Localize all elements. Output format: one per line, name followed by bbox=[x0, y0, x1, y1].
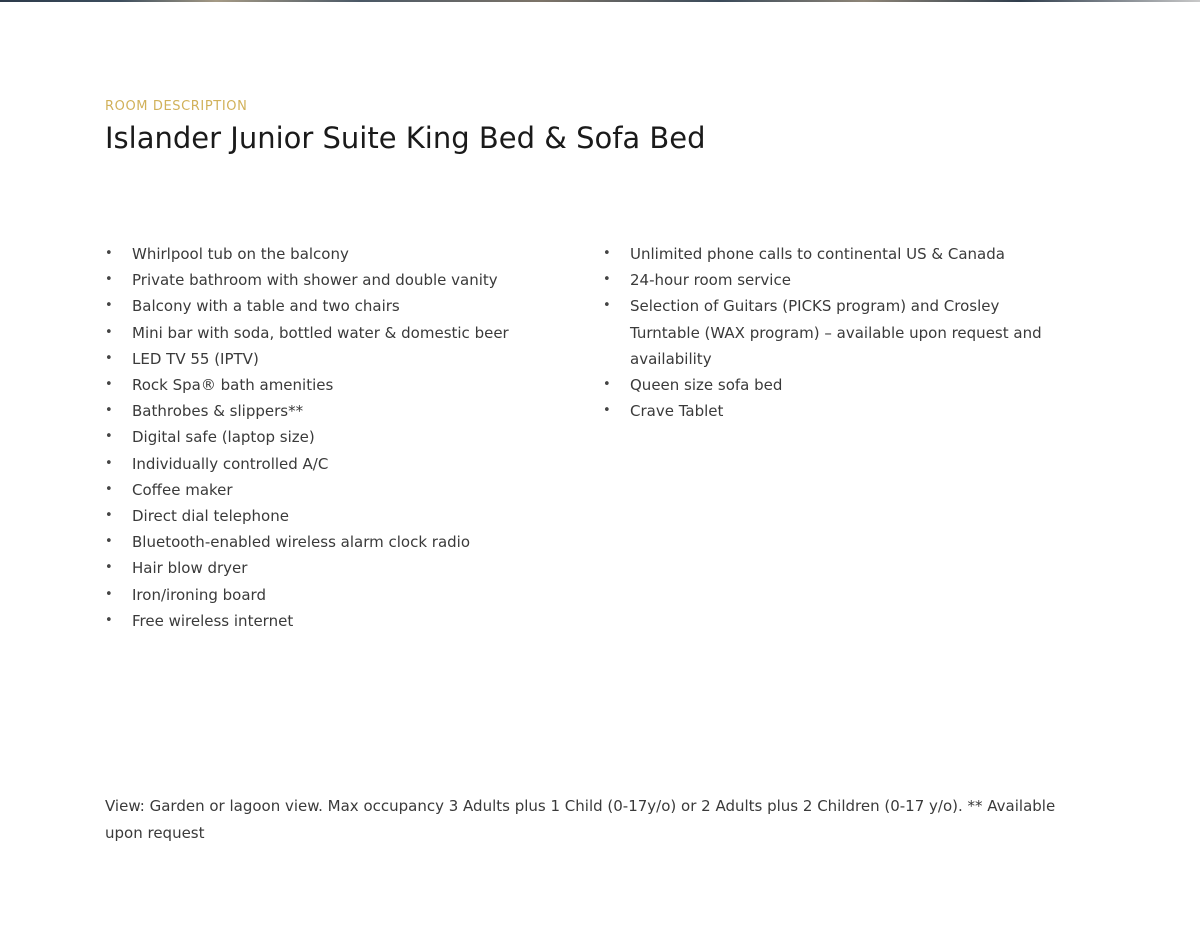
bullet-icon: • bbox=[105, 534, 113, 550]
list-item-text: LED TV 55 (IPTV) bbox=[132, 349, 259, 368]
list-item-text: Bathrobes & slippers** bbox=[132, 402, 304, 421]
list-item-text: Rock Spa® bath amenities bbox=[132, 376, 334, 395]
bullet-icon: • bbox=[105, 350, 113, 366]
list-item-text: 24-hour room service bbox=[630, 271, 791, 290]
list-item bbox=[105, 346, 575, 372]
list-item-text: Balcony with a table and two chairs bbox=[132, 297, 400, 316]
list-item-text: Mini bar with soda, bottled water & domestic beer bbox=[132, 323, 509, 342]
list-item bbox=[105, 477, 575, 503]
list-item-text: Private bathroom with shower and double vanity bbox=[132, 271, 498, 290]
bullet-icon: • bbox=[105, 455, 113, 471]
list-item-text: Whirlpool tub on the balcony bbox=[132, 245, 349, 263]
bullet-icon: • bbox=[603, 272, 611, 288]
list-item bbox=[105, 293, 575, 319]
list-item bbox=[105, 320, 575, 346]
list-item bbox=[603, 293, 1073, 372]
list-item bbox=[105, 372, 575, 398]
list-item bbox=[105, 529, 575, 555]
list-item-text: Unlimited phone calls to continental US & Canada bbox=[630, 245, 1005, 263]
list-item-text: Selection of Guitars (PICKS program) and Crosley Turntable (WAX program) – available upon request and availability bbox=[630, 297, 1042, 368]
list-item bbox=[105, 582, 575, 608]
list-item-text: Direct dial telephone bbox=[132, 507, 289, 526]
bullet-icon: • bbox=[603, 377, 611, 393]
bullet-icon: • bbox=[603, 403, 611, 419]
list-item-text: Coffee maker bbox=[132, 480, 233, 499]
list-item-text: Iron/ironing board bbox=[132, 585, 266, 604]
amenities-list-left bbox=[105, 241, 575, 634]
list-item bbox=[105, 503, 575, 529]
list-item bbox=[105, 424, 575, 450]
bullet-icon: • bbox=[105, 560, 113, 576]
bullet-icon: • bbox=[105, 377, 113, 393]
list-item bbox=[105, 267, 575, 293]
list-item bbox=[603, 398, 1073, 424]
list-item-text: Hair blow dryer bbox=[132, 559, 248, 578]
list-item-text: Free wireless internet bbox=[132, 611, 294, 630]
amenities-list-right bbox=[603, 241, 1073, 424]
bullet-icon: • bbox=[105, 429, 113, 445]
room-title: Islander Junior Suite King Bed & Sofa Bed bbox=[105, 121, 706, 155]
bullet-icon: • bbox=[603, 298, 611, 314]
bullet-icon: • bbox=[105, 246, 113, 261]
list-item bbox=[105, 451, 575, 477]
list-item bbox=[105, 608, 575, 634]
bullet-icon: • bbox=[105, 324, 113, 340]
list-item-text: Bluetooth-enabled wireless alarm clock radio bbox=[132, 533, 471, 552]
bullet-icon: • bbox=[105, 481, 113, 497]
section-eyebrow: ROOM DESCRIPTION bbox=[105, 99, 248, 114]
list-item bbox=[105, 241, 575, 267]
bullet-icon: • bbox=[105, 272, 113, 288]
list-item bbox=[105, 555, 575, 581]
top-image-strip bbox=[0, 0, 1200, 2]
list-item-text: Digital safe (laptop size) bbox=[132, 428, 315, 447]
list-item bbox=[105, 398, 575, 424]
list-item bbox=[603, 241, 1073, 267]
bullet-icon: • bbox=[105, 586, 113, 602]
view-occupancy-note: View: Garden or lagoon view. Max occupancy 3 Adults plus 1 Child (0-17y/o) or 2 Adults plus 2 Children (0-17 y/o). ** Available upon request bbox=[105, 797, 1056, 842]
bullet-icon: • bbox=[603, 246, 611, 261]
bullet-icon: • bbox=[105, 612, 113, 628]
bullet-icon: • bbox=[105, 508, 113, 524]
list-item-text: Crave Tablet bbox=[630, 402, 724, 421]
bullet-icon: • bbox=[105, 403, 113, 419]
list-item bbox=[603, 267, 1073, 293]
list-item bbox=[603, 372, 1073, 398]
bullet-icon: • bbox=[105, 298, 113, 314]
list-item-text: Queen size sofa bed bbox=[630, 376, 783, 395]
list-item-text: Individually controlled A/C bbox=[132, 454, 329, 473]
